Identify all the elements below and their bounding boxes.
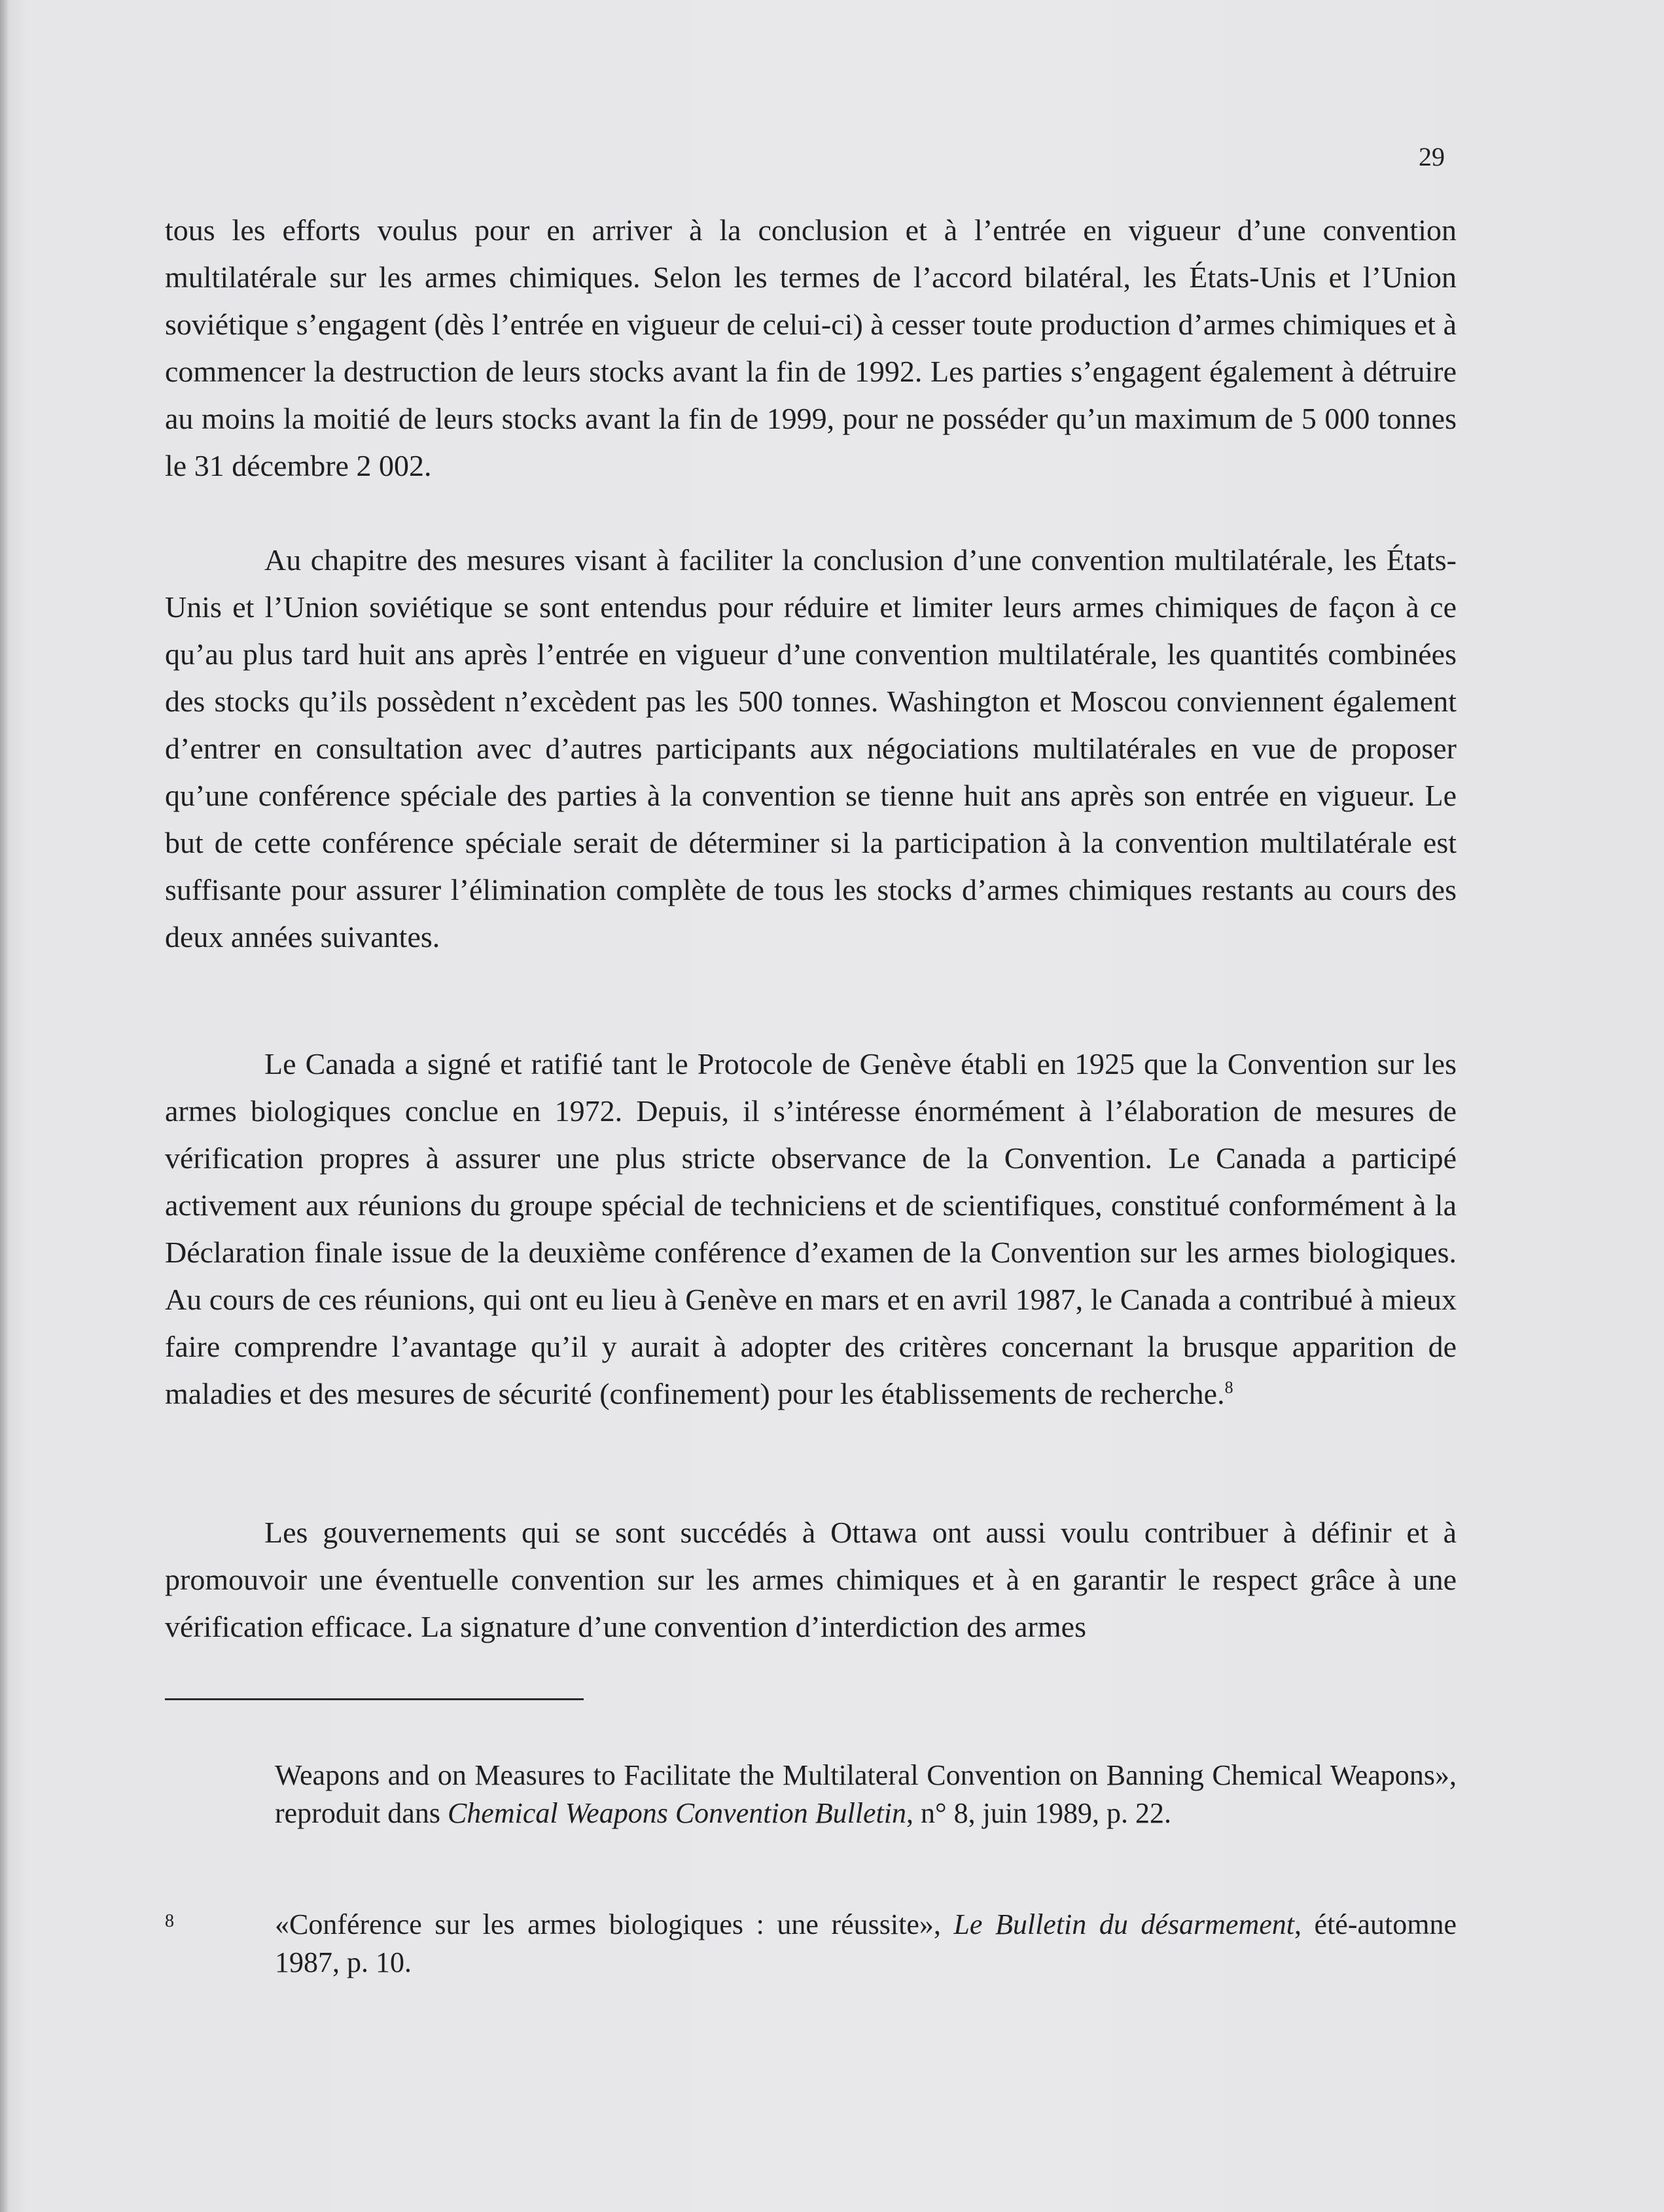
footnote-continued-text: Weapons and on Measures to Facilitate the Multilateral Convention on Banning Chemical Weapons», reproduit dans	[275, 1759, 1457, 1829]
paragraph-2: Au chapitre des mesures visant à faciliter la conclusion d’une convention multilatérale, les États-Unis et l’Union soviétique se sont entendus pour réduire et limiter leurs armes chimiques de façon à ce qu’au plus tard huit ans après l’entrée en vigueur d’une convention multilatérale, les quantités combinées des stocks qu’ils possèdent n’excèdent pas les 500 tonnes. Washington et Moscou conviennent également d’entrer en consultation avec d’autres participants aux négociations multilatérales en vue de proposer qu’une conférence spéciale des parties à la convention se tienne huit ans après son entrée en vigueur. Le but de cette conférence spéciale serait de déterminer si la participation à la convention multilatérale est suffisante pour assurer l’élimination complète de tous les stocks d’armes chimiques restants au cours des deux années suivantes.	[165, 543, 1457, 954]
footnote-reference-8: 8	[1224, 1378, 1233, 1397]
footnote-8-number: 8	[165, 1911, 174, 1931]
paragraph-3	[165, 1041, 1457, 1418]
footnote-8	[275, 1906, 1457, 1982]
footnote-8-text: «Conférence sur les armes biologiques : une réussite»,	[275, 1908, 954, 1940]
paragraph-4: Les gouvernements qui se sont succédés à Ottawa ont aussi voulu contribuer à définir et à promouvoir une éventuelle convention sur les armes chimiques et à en garantir le respect grâce à une vérification efficace. La signature d’une convention d’interdiction des armes	[165, 1516, 1457, 1643]
footnote-continued-tail: , n° 8, juin 1989, p. 22.	[906, 1797, 1172, 1829]
footnote-8-tail: , été-automne 1987, p. 10.	[275, 1908, 1457, 1978]
page-number: 29	[1419, 142, 1445, 171]
paragraph-1: tous les efforts voulus pour en arriver à la conclusion et à l’entrée en vigueur d’une convention multilatérale sur les armes chimiques. Selon les termes de l’accord bilatéral, les États-Unis et l’Union soviétique s’engagent (dès l’entrée en vigueur de celui-ci) à cesser toute production d’armes chimiques et à commencer la destruction de leurs stocks avant la fin de 1992. Les parties s’engagent également à détruire au moins la moitié de leurs stocks avant la fin de 1999, pour ne posséder qu’un maximum de 5 000 tonnes le 31 décembre 2 002.	[165, 213, 1457, 482]
paragraph-3-text: Le Canada a signé et ratifié tant le Protocole de Genève établi en 1925 que la Convention sur les armes biologiques conclue en 1972. Depuis, il s’intéresse énormément à l’élaboration de mesures de vérification propres à assurer une plus stricte observance de la Convention. Le Canada a participé activement aux réunions du groupe spécial de techniciens et de scientifiques, constitué conformément à la Déclaration finale issue de la deuxième conférence d’examen de la Convention sur les armes biologiques. Au cours de ces réunions, qui ont eu lieu à Genève en mars et en avril 1987, le Canada a contribué à mieux faire comprendre l’avantage qu’il y aurait à adopter des critères concernant la brusque apparition de maladies et des mesures de sécurité (confinement) pour les établissements de recherche.	[165, 1047, 1457, 1410]
footnote-separator	[165, 1698, 584, 1700]
footnote-8-title: Le Bulletin du désarmement	[953, 1908, 1294, 1940]
page-edge-shadow	[0, 0, 9, 2212]
footnote-continued-title: Chemical Weapons Convention Bulletin	[447, 1797, 906, 1829]
footnote-continued	[275, 1757, 1457, 1832]
